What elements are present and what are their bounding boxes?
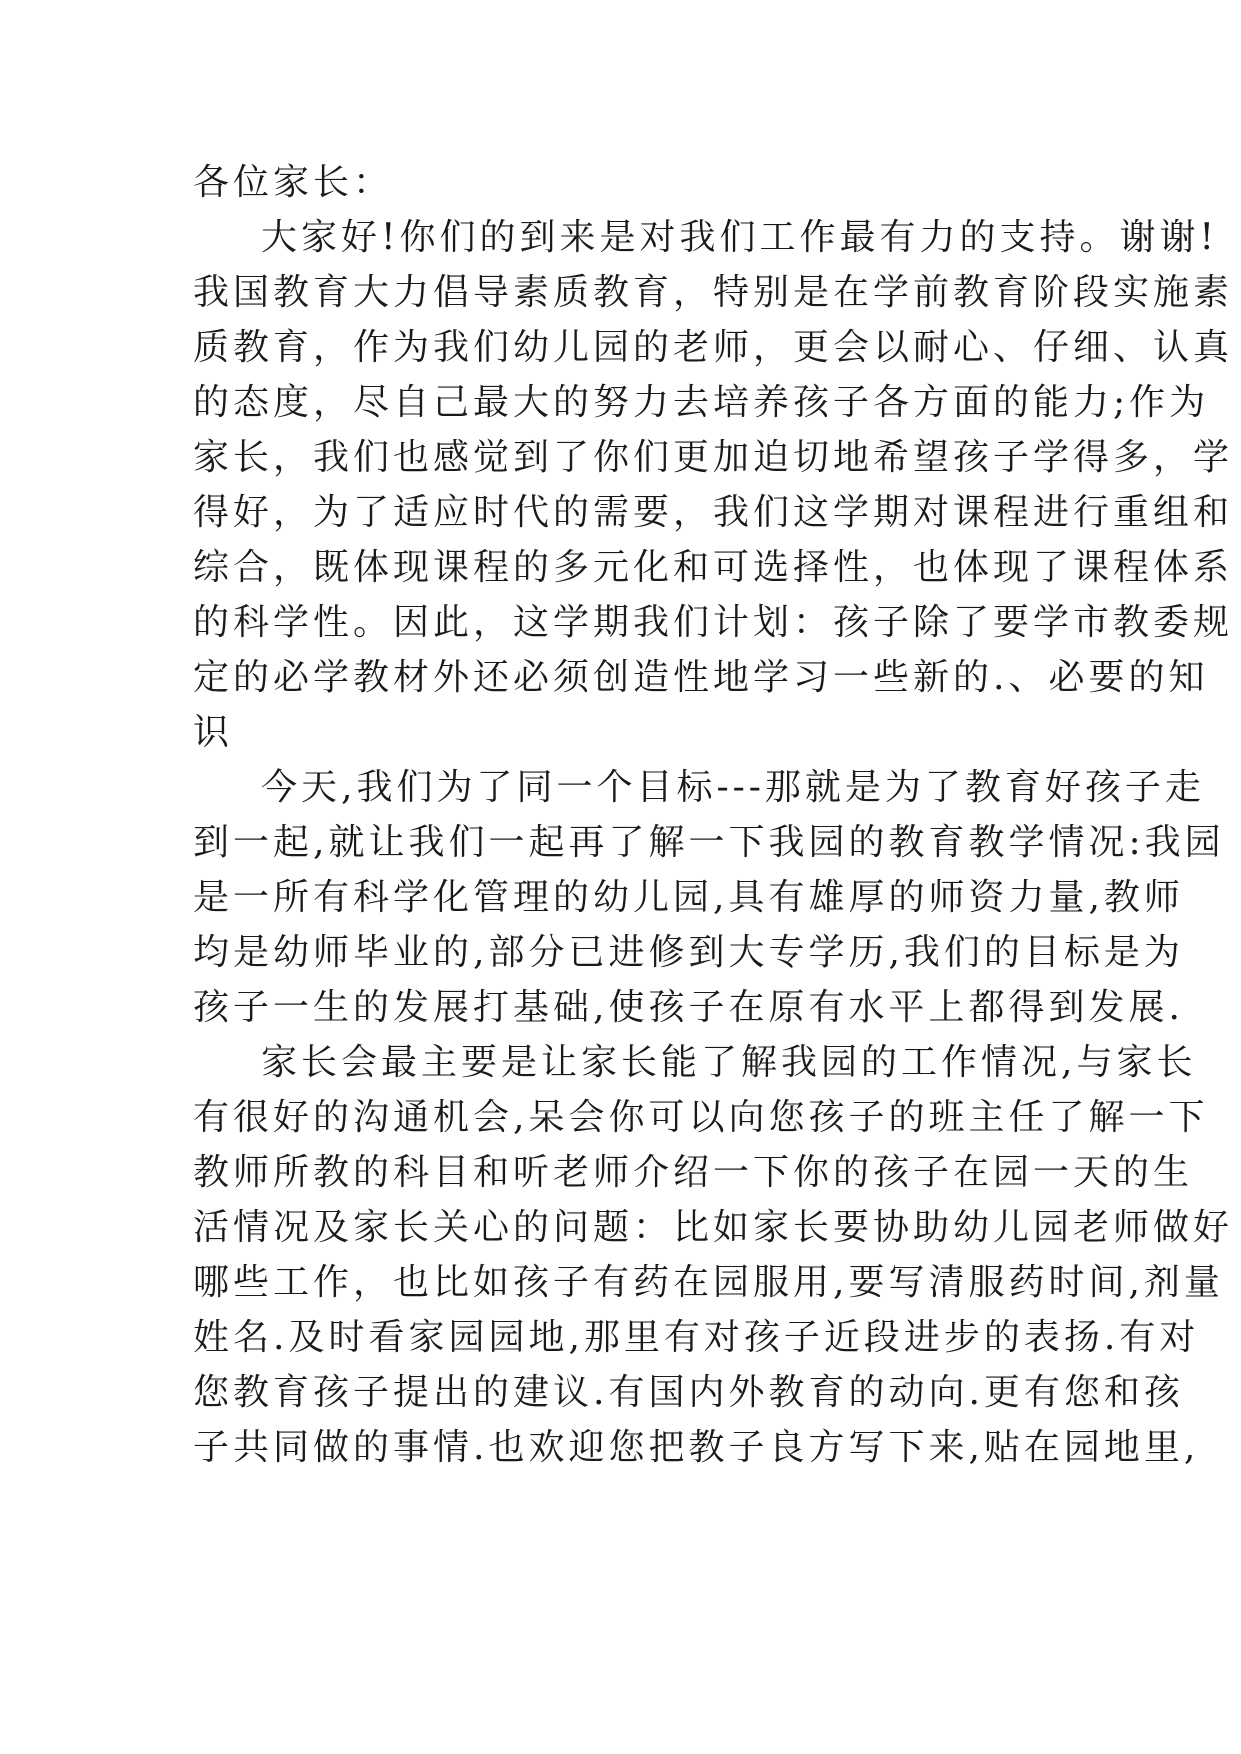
paragraph-line: 的态度，尽自己最大的努力去培养孩子各方面的能力;作为: [193, 382, 1210, 423]
paragraph-2: [193, 760, 1225, 1035]
paragraph-line: 活情况及家长关心的问题：比如家长要协助幼儿园老师做好: [193, 1207, 1234, 1248]
paragraph-line: 有很好的沟通机会,呆会你可以向您孩子的班主任了解一下: [193, 1097, 1209, 1138]
paragraph-line: 均是幼师毕业的,部分已进修到大专学历,我们的目标是为: [193, 932, 1184, 973]
document-body: [193, 155, 1234, 1475]
paragraph-line: 教师所教的科目和听老师介绍一下你的孩子在园一天的生: [193, 1152, 1194, 1193]
paragraph-line: 今天,我们为了同一个目标---那就是为了教育好孩子走: [261, 767, 1205, 808]
paragraph-line: 质教育，作为我们幼儿园的老师，更会以耐心、仔细、认真: [193, 327, 1234, 368]
paragraph-line: 到一起,就让我们一起再了解一下我园的教育教学情况:我园: [193, 822, 1225, 863]
paragraph-line: 我国教育大力倡导素质教育，特别是在学前教育阶段实施素: [193, 272, 1234, 313]
paragraph-3: [193, 1035, 1234, 1475]
paragraph-line: 您教育孩子提出的建议.有国内外教育的动向.更有您和孩: [193, 1372, 1184, 1413]
paragraph-line: 识: [193, 712, 234, 753]
paragraph-1: [193, 210, 1234, 760]
paragraph-line: 定的必学教材外还必须创造性地学习一些新的.、必要的知: [193, 657, 1209, 698]
salutation: 各位家长：: [193, 162, 394, 203]
paragraph-line: 得好，为了适应时代的需要，我们这学期对课程进行重组和: [193, 492, 1234, 533]
paragraph-line: 孩子一生的发展打基础,使孩子在原有水平上都得到发展.: [193, 987, 1184, 1028]
paragraph-line: 家长会最主要是让家长能了解我园的工作情况,与家长: [261, 1042, 1197, 1083]
paragraph-line: 哪些工作，也比如孩子有药在园服用,要写清服药时间,剂量: [193, 1262, 1224, 1303]
paragraph-line: 综合，既体现课程的多元化和可选择性，也体现了课程体系: [193, 547, 1234, 588]
paragraph-line: 是一所有科学化管理的幼儿园,具有雄厚的师资力量,教师: [193, 877, 1184, 918]
paragraph-line: 大家好!你们的到来是对我们工作最有力的支持。谢谢!: [261, 217, 1218, 258]
paragraph-line: 姓名.及时看家园园地,那里有对孩子近段进步的表扬.有对: [193, 1317, 1200, 1358]
paragraph-line: 的科学性。因此，这学期我们计划：孩子除了要学市教委规: [193, 602, 1234, 643]
paragraph-line: 家长，我们也感觉到了你们更加迫切地希望孩子学得多，学: [193, 437, 1234, 478]
paragraph-line: 子共同做的事情.也欢迎您把教子良方写下来,贴在园地里,: [193, 1427, 1200, 1468]
